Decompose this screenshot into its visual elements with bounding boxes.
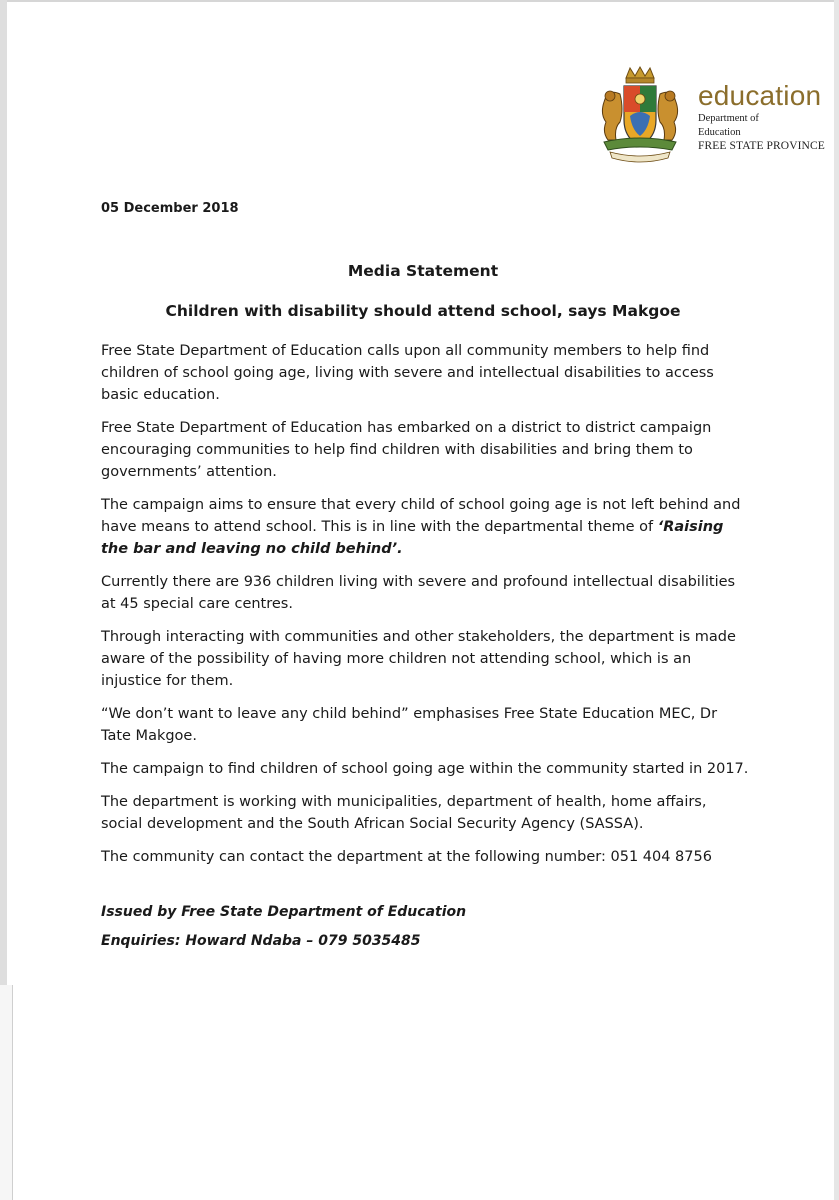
page-top-edge [0,0,839,2]
paragraph-5: Through interacting with communities and other stakeholders, the department is made aware of the possibility of having more children not attending school, which is an injustice for them. [101,629,736,689]
department-logo [590,64,830,164]
paragraph-9: The community can contact the department at the following number: 051 404 8756 [101,849,712,865]
paragraph-8: The department is working with municipalities, department of health, home affairs, social development and the South African Social Security Agency (SASSA). [101,794,707,832]
logo-brand-word: education [698,80,822,111]
logo-line-department: Department of [698,113,759,124]
page-left-shadow [0,985,13,1200]
paragraph-3 [101,494,751,560]
paragraph-6: “We don’t want to leave any child behind” emphasises Free State Education MEC, Dr Tate Makgoe. [101,706,718,744]
paragraph-4: Currently there are 936 children living with severe and profound intellectual disabilities at 45 special care centres. [101,574,736,612]
paragraph-1: Free State Department of Education calls upon all community members to help find children of school going age, living with severe and intellectual disabilities to access basic education. [101,343,714,403]
issued-by: Issued by Free State Department of Education [101,904,467,920]
departmental-theme: ‘Raising the bar and leaving no child behind’. [101,519,724,557]
statement-body [101,340,751,879]
page-right-edge [834,0,839,1200]
statement-heading: Media Statement [347,262,499,280]
coat-of-arms-icon [590,64,690,164]
enquiries-contact: Enquiries: Howard Ndaba – 079 5035485 [101,933,421,949]
paragraph-2: Free State Department of Education has embarked on a district to district campaign encouraging communities to help find children with disabilities and bring them to governments’ attention. [101,420,712,480]
paragraph-7: The campaign to find children of school going age within the community started in 2017. [101,761,749,777]
statement-date: 05 December 2018 [101,201,239,216]
statement-title: Children with disability should attend school, says Makgoe [165,302,681,320]
logo-line-education: Education [698,127,741,138]
logo-text-block [698,82,825,152]
statement-footer [101,904,466,962]
logo-line-province: FREE STATE PROVINCE [698,140,825,152]
paragraph-3-text: The campaign aims to ensure that every child of school going age is not left behind and have means to attend school. This is in line with the departmental theme of [101,497,741,535]
